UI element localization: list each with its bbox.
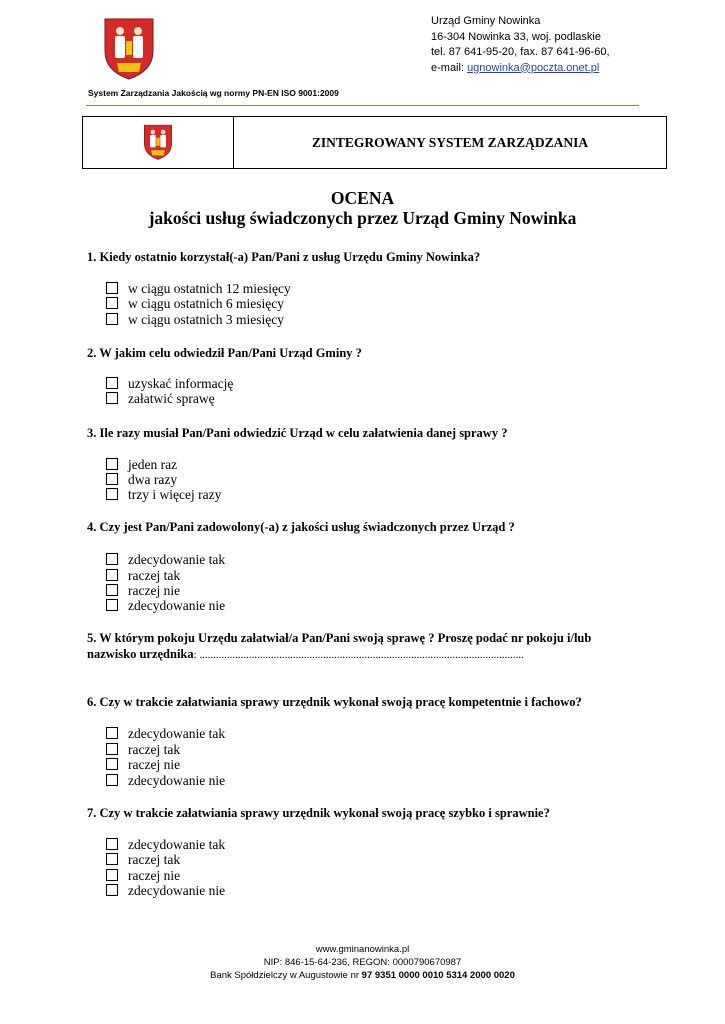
answer-option[interactable]: trzy i więcej razy [106,487,221,502]
checkbox[interactable] [106,473,118,485]
checkbox[interactable] [106,313,118,325]
question-3: 3. Ile razy musiał Pan/Pani odwiedzić Urząd w celu załatwienia danej sprawy ? [87,426,508,440]
answer-option[interactable]: raczej tak [106,742,180,757]
question-7: 7. Czy w trakcie załatwiania sprawy urzędnik wykonał swoją pracę szybko i sprawnie? [87,806,550,820]
answer-option[interactable]: raczej nie [106,868,180,883]
checkbox[interactable] [106,458,118,470]
checkbox[interactable] [106,884,118,896]
checkbox[interactable] [106,758,118,770]
title-box [82,116,667,169]
checkbox[interactable] [106,553,118,565]
answer-option[interactable]: w ciągu ostatnich 12 miesięcy [106,281,291,296]
question-4: 4. Czy jest Pan/Pani zadowolony(-a) z jakości usług świadczonych przez Urząd ? [87,520,515,534]
header-divider [86,105,639,106]
question-1: 1. Kiedy ostatnio korzystał(-a) Pan/Pani z usług Urzędu Gminy Nowinka? [87,250,481,264]
checkbox[interactable] [106,743,118,755]
answer-option[interactable]: raczej tak [106,568,180,583]
title-box-logo-cell [83,117,234,168]
answer-option[interactable]: zdecydowanie nie [106,883,225,898]
checkbox[interactable] [106,838,118,850]
office-name: Urząd Gminy Nowinka [431,15,541,27]
qms-label: System Zarządzania Jakością wg normy PN-EN ISO 9001:2009 [88,88,339,98]
answer-option[interactable]: zdecydowanie tak [106,552,225,567]
question-5-line2: nazwisko urzędnika: ...................................................................................................................... [87,647,524,661]
answer-option[interactable]: zdecydowanie tak [106,837,225,852]
answer-option[interactable]: dwa razy [106,472,177,487]
footer-ids: NIP: 846-15-64-236, REGON: 0000790670987 [263,957,462,968]
checkbox[interactable] [106,282,118,294]
answer-option[interactable]: jeden raz [106,457,177,472]
document-title: OCENA [330,188,395,208]
coat-of-arms-small-logo [143,124,173,160]
question-5: 5. W którym pokoju Urzędu załatwiał/a Pan/Pani swoją sprawę ? Proszę podać nr pokoju i/lub [87,631,592,645]
room-answer-field[interactable]: : ...................................................................................................................... [193,649,524,661]
checkbox[interactable] [106,853,118,865]
answer-option[interactable]: raczej tak [106,852,180,867]
coat-of-arms-logo [103,17,155,80]
question-6: 6. Czy w trakcie załatwiania sprawy urzędnik wykonał swoją pracę kompetentnie i fachowo? [87,695,582,709]
answer-option[interactable]: zdecydowanie nie [106,773,225,788]
checkbox[interactable] [106,377,118,389]
office-email-line: e-mail: ugnowinka@poczta.onet.pl [431,61,600,74]
checkbox[interactable] [106,727,118,739]
answer-option[interactable]: zdecydowanie nie [106,598,225,613]
office-address: 16-304 Nowinka 33, woj. podlaskie [431,30,601,43]
document-subtitle: jakości usług świadczonych przez Urząd Gminy Nowinka [148,208,577,228]
checkbox[interactable] [106,774,118,786]
checkbox[interactable] [106,869,118,881]
footer-bank: Bank Spółdzielczy w Augustowie nr 97 9351 0000 0010 5314 2000 0020 [210,970,515,981]
email-link[interactable]: ugnowinka@poczta.onet.pl [467,61,600,74]
checkbox[interactable] [106,569,118,581]
checkbox[interactable] [106,392,118,404]
answer-option[interactable]: w ciągu ostatnich 6 miesięcy [106,296,284,311]
title-box-title: ZINTEGROWANY SYSTEM ZARZĄDZANIA [311,134,589,150]
answer-option[interactable]: raczej nie [106,757,180,772]
checkbox[interactable] [106,599,118,611]
question-2: 2. W jakim celu odwiedził Pan/Pani Urząd Gminy ? [87,346,362,360]
answer-option[interactable]: zdecydowanie tak [106,726,225,741]
bank-account-number: 97 9351 0000 0010 5314 2000 0020 [361,970,515,981]
answer-option[interactable]: w ciągu ostatnich 3 miesięcy [106,312,284,327]
checkbox[interactable] [106,488,118,500]
checkbox[interactable] [106,584,118,596]
office-phone: tel. 87 641-95-20, fax. 87 641-96-60, [431,46,610,58]
footer-website: www.gminanowinka.pl [315,944,410,955]
office-address-block [431,14,610,76]
answer-option[interactable]: raczej nie [106,583,180,598]
checkbox[interactable] [106,297,118,309]
answer-option[interactable]: załatwić sprawę [106,391,215,406]
answer-option[interactable]: uzyskać informację [106,376,233,391]
